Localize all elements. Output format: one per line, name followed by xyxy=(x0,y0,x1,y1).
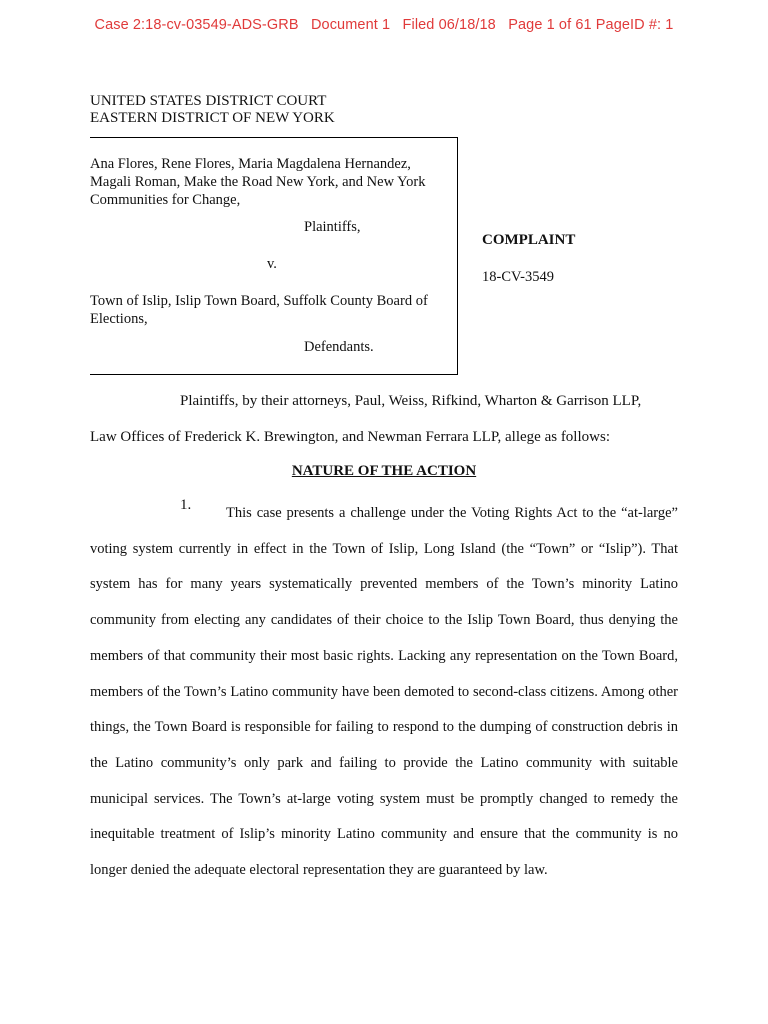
filing-header-stamp: Case 2:18-cv-03549-ADS-GRB Document 1 Filed 06/18/18 Page 1 of 61 PageID #: 1 xyxy=(94,17,674,33)
court-name-line-2: EASTERN DISTRICT OF NEW YORK xyxy=(90,110,335,126)
paragraph-number: 1. xyxy=(180,497,192,513)
court-name-line-1: UNITED STATES DISTRICT COURT xyxy=(90,93,327,109)
plaintiffs-label: Plaintiffs, xyxy=(304,219,361,235)
document-title: COMPLAINT xyxy=(482,232,576,248)
plaintiffs-names: Ana Flores, Rene Flores, Maria Magdalena Hernandez, Magali Roman, Make the Road New York, and New York Communities for Change, xyxy=(90,156,426,208)
paragraph-body: This case presents a challenge under the Voting Rights Act to the “at-large” voting system currently in effect in the Town of Islip, Long Island (the “Town” or “Islip”). That system has for many years systematically prevented members of the Town’s minority Latino community from electing any candidates of their choice to the Islip Town Board, thus denying the members of that community their most basic rights. Lacking any representation on the Town Board, members of the Town’s Latino community have been demoted to second-class citizens. Among other things, the Town Board is responsible for failing to respond to the dumping of construction debris in the Latino community’s only park and failing to provide the Latino community with suitable municipal services. The Town’s at-large voting system must be promptly changed to remedy the inequitable treatment of Islip’s minority Latino community and ensure that the community is no longer denied the adequate electoral representation they are guaranteed by law. xyxy=(90,505,678,879)
defendants-names: Town of Islip, Islip Town Board, Suffolk County Board of Elections, xyxy=(90,293,428,327)
section-heading: NATURE OF THE ACTION xyxy=(291,463,477,479)
defendants-label: Defendants. xyxy=(304,339,374,355)
intro-line-2: Law Offices of Frederick K. Brewington, and Newman Ferrara LLP, allege as follows: xyxy=(90,429,610,445)
versus-label: v. xyxy=(267,256,277,272)
intro-line-1: Plaintiffs, by their attorneys, Paul, Weiss, Rifkind, Wharton & Garrison LLP, xyxy=(180,393,642,409)
case-number: 18-CV-3549 xyxy=(482,269,554,285)
court-name xyxy=(90,93,335,127)
